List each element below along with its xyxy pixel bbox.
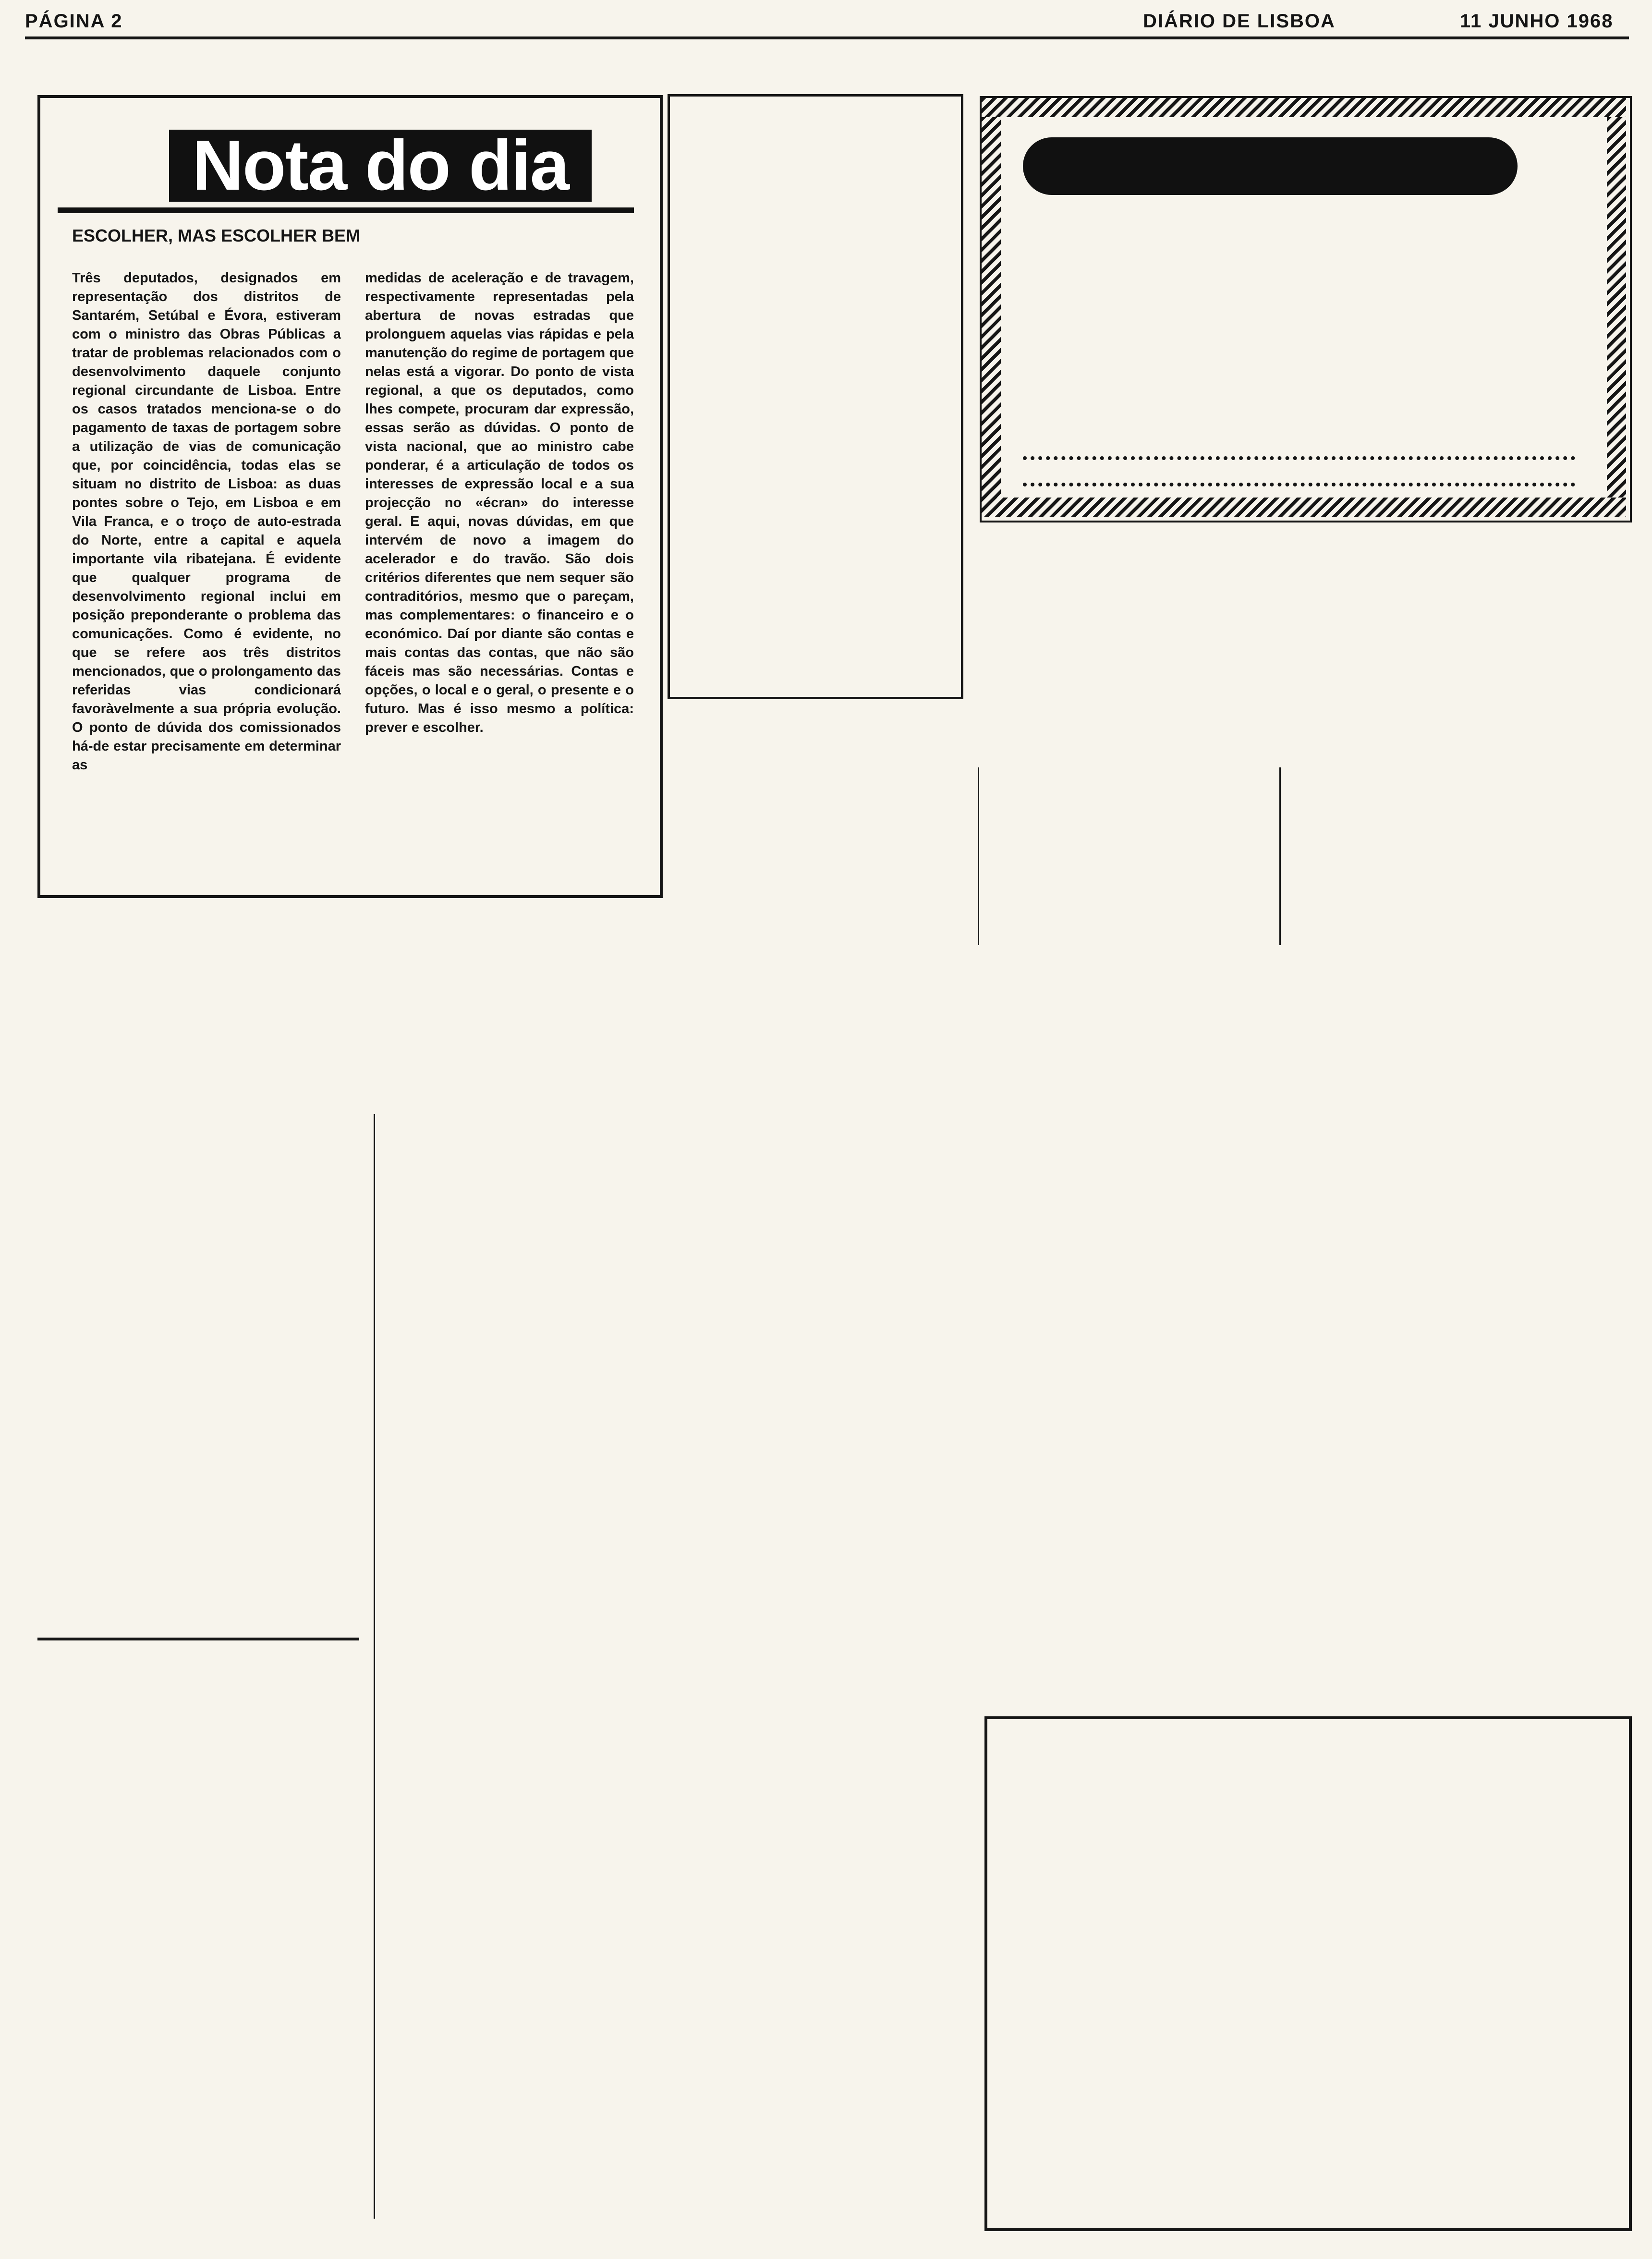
coupon-banner	[1023, 137, 1518, 195]
ferias-divider-2	[1279, 767, 1281, 945]
nota-do-dia-title: Nota do dia	[169, 130, 592, 202]
coupon-border-top	[982, 98, 1626, 117]
coupon-border-right	[1607, 117, 1626, 498]
coupon-answer-line-2[interactable]	[1023, 478, 1575, 486]
premios-body	[1018, 1820, 1599, 1825]
nota-do-dia-subtitle: ESCOLHER, MAS ESCOLHER BEM	[72, 226, 361, 245]
page-number: PÁGINA 2	[25, 11, 123, 32]
newspaper-name: DIÁRIO DE LISBOA	[1143, 11, 1336, 32]
nota-do-dia-rule	[58, 207, 634, 213]
nota-do-dia-column-1: Três deputados, designados em representação dos distritos de Santarém, Setúbal e Évora, estiveram com o ministro das Obras Públicas a tratar de problemas relacionados com o desenvolvimento daquele conjunto regional circundante de Lisboa. Entre os casos tratados menciona-se o do pagamento de taxas de portagem sobre a utilização de vias de comunicação que, por coincidência, todas elas se situam no distrito de Lisboa: as duas pontes sobre o Tejo, em Lisboa e em Vila Franca, e o troço de auto-estrada do Norte, entre a capital e aquela importante vila ribatejana. É evidente que qualquer programa de desenvolvimento regional inclui em posição preponderante o problema das comunicações. Como é evidente, no que se refere aos três distritos mencionados, que o prolongamento das referidas vias condicionará favoràvelmente a sua própria evolução. O ponto de dúvida dos comissionados há-de estar precisamente em determinar as	[72, 270, 341, 773]
coupon-border-left	[982, 117, 1001, 498]
premios-box	[984, 1716, 1632, 2231]
coupon-answer-line-1[interactable]	[1023, 451, 1575, 460]
column-divider	[374, 1114, 375, 2219]
nota-do-dia-column-2: medidas de aceleração e de travagem, respectivamente representadas pela abertura de novas estradas que prolonguem aquelas vias rápidas e pela manutenção do regime de portagem que nelas está a vigorar. Do ponto de vista regional, a que os deputados, como lhes compete, procuram dar expressão, essas serão as dúvidas. O ponto de vista nacional, que ao ministro cabe ponderar, é a articulação de todos os interesses de expressão local e a sua projecção no «écran» do interesse geral. E aqui, novas dúvidas, em que intervém de novo a imagem do acelerador e do travão. São dois critérios diferentes que nem sequer são contraditórios, mesmo que o pareçam, mas complementares: o financeiro e o económico. Daí por diante são contas e mais contas das contas, que não são fáceis mas são necessárias. Contas e opções, o local e o geral, o presente e o futuro. Mas é isso mesmo a política: prever e escolher.	[365, 270, 634, 735]
tap-box	[668, 94, 963, 699]
header-rule	[25, 36, 1629, 39]
issue-date: 11 JUNHO 1968	[1460, 11, 1614, 32]
ferias-divider-1	[978, 767, 979, 945]
caiu-rule	[37, 1638, 359, 1640]
coupon-border-bottom	[982, 498, 1626, 517]
